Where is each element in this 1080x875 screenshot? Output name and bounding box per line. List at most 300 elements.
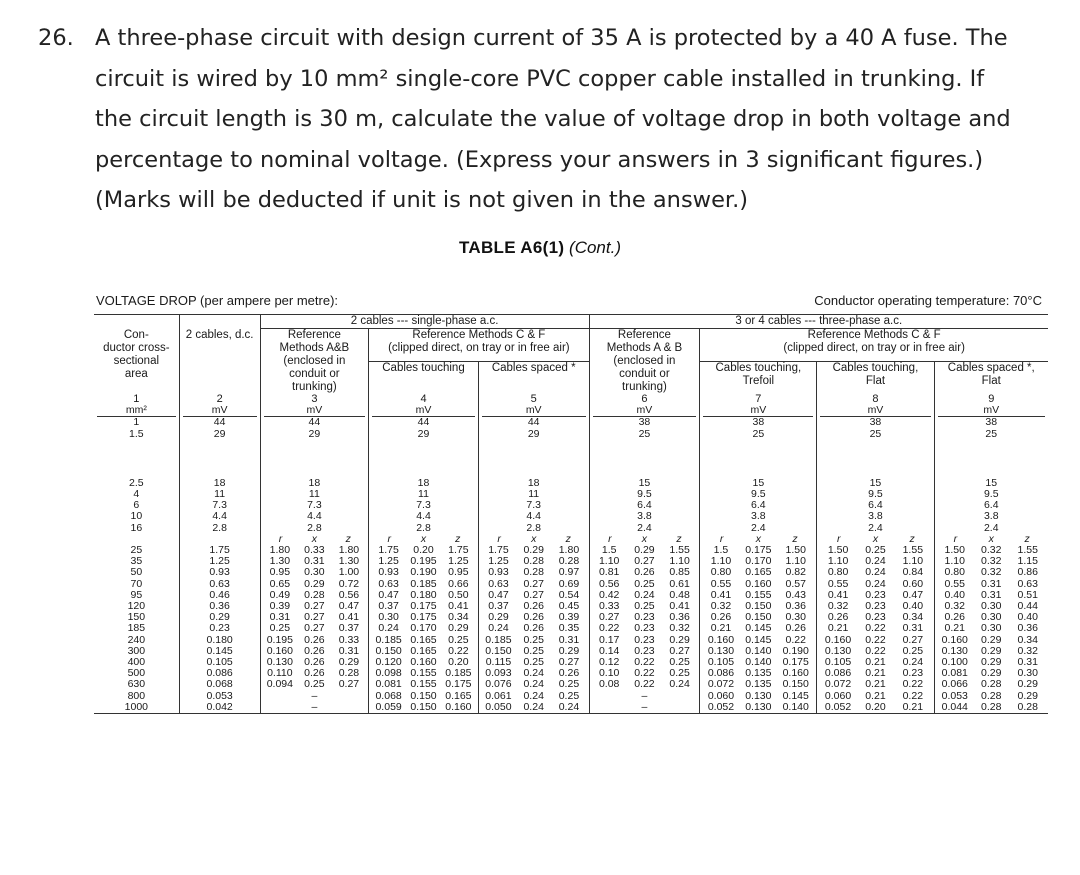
value-cell: 0.25 [634,600,655,613]
value-cell: 0.33 [304,544,325,557]
value-cell: 38 [869,416,882,429]
value-cell: 35 [130,555,143,568]
header-three-phase: 3 or 4 cables --- three-phase a.c. [589,315,1048,329]
value-cell: 0.22 [598,622,620,635]
value-cell: 0.23 [902,667,924,680]
value-cell: 38 [638,416,651,429]
value-cell: 0.24 [634,588,655,601]
group-col-rxz [817,545,934,601]
value-cell: 400 [127,656,146,669]
value-cell: 0.39 [558,611,580,624]
column-number-text: 4 [420,393,427,405]
rxz-label: z [565,532,571,545]
value-cell: 0.40 [944,588,965,601]
value-cell: 0.80 [827,566,849,579]
mid-col [94,440,179,534]
value-cell: 3.8 [637,510,652,523]
value-cell: 0.115 [485,656,512,669]
header-touching-trefoil: Cables touching, Trefoil [700,362,817,394]
group-col-rxz [589,545,700,601]
table-title-left: VOLTAGE DROP (per ampere per metre): [96,293,339,308]
value-cell: 25 [752,427,765,440]
value-cell: 18 [308,476,321,489]
value-cell: 1.25 [488,555,509,568]
value-cell: 15 [869,476,882,489]
value-cell: 0.165 [410,633,437,646]
group-col-rxz [934,545,1048,601]
value-cell [662,702,697,713]
value-cell: 2.4 [751,521,766,534]
value-cell [263,691,298,702]
value-cell: 0.29 [523,544,544,557]
value-cell: 9.5 [751,488,766,501]
rxz-values [371,702,476,713]
value-cell: 0.31 [269,611,291,624]
value-cell: 9.5 [868,488,883,501]
rxz-label: z [455,532,461,545]
question-line: (Marks will be deducted if unit is not given in the answer.) [95,187,749,213]
value-cell: 0.076 [485,678,512,691]
value-cell: 0.175 [445,678,472,691]
value-cell: – [311,700,318,713]
value-cell: 0.23 [865,611,886,624]
value-cell: 0.165 [745,566,772,579]
units-cell [260,405,369,440]
rxz-label: x [755,532,761,545]
value-cell: 0.081 [941,667,968,680]
value-cell: 0.95 [448,566,469,579]
value-cell: 0.24 [488,622,509,635]
rxz-label: z [345,532,351,545]
value-cell: 0.120 [375,656,402,669]
mid-rows [94,440,1048,534]
units-cell [934,405,1048,440]
rxz-values [592,679,698,690]
rxz-values [371,623,476,634]
header-ref-ab-three: Reference Methods A & B (enclosed in conduit or trunking) [589,329,700,395]
value-cell: 29 [308,427,321,440]
value-cell: 0.60 [902,577,924,590]
value-cell: 0.24 [523,678,544,691]
value-cell: 0.34 [902,611,924,624]
value-cell: 0.29 [209,611,230,624]
value-cell: 0.36 [785,600,806,613]
value-cell: 0.22 [865,644,886,657]
value-cell: 0.31 [981,577,1002,590]
value-cell: 11 [418,488,429,501]
value-cell: 0.20 [448,656,469,669]
rxz-values [702,702,814,713]
value-cell [332,702,367,713]
value-cell: 1.00 [338,566,360,579]
value-cell: 1.10 [827,555,849,568]
value-cell: 0.21 [865,689,886,702]
voltage-drop-table [94,314,1048,714]
rxz-values [937,623,1047,634]
value-cell: 0.46 [209,588,230,601]
value-cell: 0.25 [523,633,544,646]
value-cell: 2.4 [983,521,999,534]
rxz-values [263,567,367,578]
value-cell: 0.63 [378,577,399,590]
value-cell: 10 [130,510,143,523]
rxz-values [263,679,367,690]
value-cell: 0.29 [981,667,1002,680]
value-cell: 0.28 [338,667,360,680]
value-cell: 1.5 [601,544,617,557]
value-cell: 0.86 [1017,566,1038,579]
value-cell: 0.85 [669,566,690,579]
rxz-label: x [641,532,648,545]
value-cell: 2.4 [868,521,883,534]
value-cell: 0.33 [598,600,620,613]
value-cell: 0.185 [410,577,437,590]
value-cell: 0.30 [378,611,399,624]
value-cell: 0.072 [824,678,852,691]
value-cell: 1.25 [448,555,469,568]
value-cell: 0.29 [669,633,690,646]
group-col-rxz [478,601,589,657]
value-cell: 0.072 [707,678,735,691]
rxz-label: r [719,532,724,545]
value-cell: 44 [527,416,540,429]
header-ref-cf-single: Reference Methods C & F (clipped direct, on tray or in free air) [369,329,589,362]
value-cell: 0.28 [523,566,544,579]
units-cell [369,405,479,440]
rxz-label: z [792,532,798,545]
value-cell: 2.8 [212,521,227,534]
column-number-row [94,394,1048,405]
value-cell: 0.150 [745,611,772,624]
table-title-right: Conductor operating temperature: 70°C [814,293,1042,308]
value-cell: 0.29 [338,656,360,669]
value-cell: 0.40 [902,600,924,613]
column-number-text: 3 [311,393,318,405]
value-cell: 1.75 [378,544,399,557]
header-spaced-flat: Cables spaced *, Flat [934,362,1048,394]
value-cell: 0.160 [941,633,968,646]
value-cell: 1.55 [1017,544,1038,557]
value-cell: 0.110 [267,667,293,680]
value-cell: 29 [527,427,540,440]
value-cell: 0.32 [981,544,1002,557]
value-cell: 0.28 [981,700,1002,713]
mid-col [260,440,369,534]
value-cell: 0.130 [941,644,968,657]
rxz-label: r [278,532,283,545]
value-cell: 0.32 [669,622,690,635]
value-cell: 0.50 [448,588,469,601]
group-rows [94,545,1048,601]
value-cell: 0.24 [523,667,544,680]
value-cell: 0.145 [745,633,772,646]
group-col-rxz [817,601,934,657]
value-cell: 0.25 [902,644,924,657]
value-cell: 1.30 [338,555,360,568]
value-cell: 0.21 [827,622,849,635]
rxz-label: x [872,532,879,545]
value-cell: 0.25 [523,656,544,669]
value-cell: 0.32 [981,555,1002,568]
group-col [94,545,179,601]
unit-label: mV [482,405,586,417]
value-cell: 38 [752,416,765,429]
value-cell: 0.80 [944,566,965,579]
rxz-label: x [311,532,317,545]
header-ref-ab-single: Reference Methods A&B (enclosed in conduit or trunking) [260,329,369,395]
value-cell: 0.105 [824,656,852,669]
value-cell: 70 [130,577,143,590]
value-cell: 0.059 [375,700,402,713]
unit-and-small-rows [94,405,1048,440]
value-cell: 0.22 [785,633,806,646]
unit-label: mV [183,405,257,417]
value-cell: 0.55 [827,577,849,590]
value-cell: 0.24 [669,678,690,691]
group-col-rxz [260,657,369,714]
value-cell: 1.5 [713,544,729,557]
value-cell: 0.32 [710,600,732,613]
value-cell: 0.140 [745,644,772,657]
value-cell: 0.30 [1017,667,1038,680]
value-cell: 0.36 [669,611,690,624]
value-cell: 0.23 [634,644,655,657]
value-cell: 0.27 [634,555,655,568]
group-col-rxz [589,657,700,714]
value-cell: 0.51 [1017,588,1038,601]
value-cell: 0.26 [523,611,544,624]
value-cell: 0.41 [669,600,690,613]
value-cell: 0.26 [523,600,544,613]
value-cell: 0.24 [523,700,544,713]
rxz-label: z [1024,532,1030,545]
value-cell: 0.098 [375,667,402,680]
value-cell: 0.25 [634,577,655,590]
rxz-values [592,623,698,634]
value-cell: 4 [133,488,140,501]
value-cell: 0.20 [413,544,434,557]
value-cell: 0.155 [745,588,772,601]
value-cell: 0.105 [707,656,735,669]
value-cell: 0.27 [523,588,544,601]
value-cell: 0.66 [448,577,469,590]
value-cell: 4.4 [416,510,431,523]
table-caption-cont: (Cont.) [569,238,621,257]
value-cell: 0.54 [558,588,580,601]
group-col-rxz [817,657,934,714]
value-cell: 0.160 [266,644,293,657]
rxz-values [937,567,1047,578]
value-cell: 0.23 [865,588,886,601]
value-cell: 0.145 [745,622,772,635]
group-col-rxz [700,657,817,714]
value-cell: 240 [127,633,146,646]
mid-col [478,440,589,534]
value-cell: 800 [127,689,146,702]
value-cell: 1.15 [1017,555,1038,568]
value-cell: 15 [752,476,765,489]
value-cell: 7.3 [212,499,227,512]
value-cell: 6.4 [751,499,766,512]
value-cell: 0.55 [710,577,732,590]
value-cell: 0.150 [782,678,809,691]
value-cell: 0.21 [710,622,732,635]
mid-col [589,440,700,534]
rxz-values [371,679,476,690]
value-cell: 1.50 [785,544,806,557]
value-cell: 11 [308,488,320,501]
value-cell: 0.26 [558,667,580,680]
value-cell: 0.24 [865,566,886,579]
rxz-label: r [497,532,501,545]
rxz-values [481,679,587,690]
value-cell: 29 [417,427,430,440]
mid-col [934,440,1048,534]
value-cell: 25 [869,427,882,440]
value-cell: 0.130 [824,644,852,657]
value-cell: 0.150 [410,700,437,713]
value-cell: 500 [127,667,146,680]
value-cell: 0.25 [523,644,544,657]
value-cell: 0.23 [634,633,655,646]
value-cell: 0.155 [410,678,437,691]
value-cell: 1.80 [338,544,360,557]
value-cell: 7.3 [307,499,322,512]
group-col [94,601,179,657]
value-cell: 0.25 [269,622,291,635]
value-cell: 0.185 [445,667,472,680]
group-col-rxz [369,545,479,601]
value-cell: 0.37 [488,600,509,613]
value-cell: 0.066 [941,678,968,691]
value-cell: 0.061 [485,689,512,702]
value-cell: 0.32 [944,600,965,613]
rxz-values [702,679,814,690]
value-cell: 1.75 [448,544,469,557]
group-col [94,657,179,714]
value-cell: 0.130 [707,644,735,657]
value-cell: 0.175 [782,656,809,669]
value-cell: 0.65 [269,577,291,590]
rxz-label: x [988,532,994,545]
value-cell: 0.47 [338,600,360,613]
value-cell: 6.4 [868,499,883,512]
value-cell [592,702,627,713]
value-cell: – [641,700,648,713]
value-cell: 50 [130,566,143,579]
value-cell: 1.55 [669,544,690,557]
value-cell: 0.22 [865,622,886,635]
value-cell: 0.63 [209,577,230,590]
units-cell [94,405,179,440]
value-cell: 0.45 [558,600,580,613]
value-cell: 0.052 [824,700,852,713]
value-cell: 2.8 [307,521,322,534]
column-number-text: 2 [216,393,223,405]
group-col-rxz [934,657,1048,714]
value-cell: 0.42 [598,588,620,601]
value-cell: 44 [308,416,321,429]
value-cell: 0.82 [785,566,806,579]
units-cell [179,405,260,440]
value-cell: 0.150 [485,644,512,657]
value-cell: 0.26 [785,622,806,635]
value-cell: 0.29 [448,622,469,635]
value-cell: 0.31 [981,588,1002,601]
value-cell: 0.81 [598,566,620,579]
unit-label: mm² [97,405,176,417]
value-cell: 0.185 [485,633,512,646]
value-cell: 0.086 [824,667,852,680]
table-caption [0,238,1080,258]
value-cell: 25 [985,427,998,440]
value-cell: 120 [127,600,146,613]
value-cell: 0.140 [782,700,809,713]
rxz-values [819,702,931,713]
value-cell: 0.08 [598,678,620,691]
value-cell: 4.4 [212,510,227,523]
value-cell: 0.72 [338,577,360,590]
value-cell: 0.22 [865,633,886,646]
value-cell: 0.135 [745,678,772,691]
value-cell: 0.195 [266,633,293,646]
value-cell: 0.40 [1017,611,1038,624]
group-col [179,545,260,601]
value-cell: 0.145 [206,644,233,657]
value-cell: 0.44 [1017,600,1038,613]
value-cell: 0.160 [445,700,472,713]
question-text [95,18,1055,221]
value-cell: – [641,689,648,702]
value-cell: 25 [130,544,143,557]
value-cell: 0.180 [206,633,233,646]
value-cell: 1.80 [269,544,291,557]
value-cell: 0.053 [206,689,233,702]
value-cell: 0.97 [558,566,580,579]
group-col-rxz [589,601,700,657]
value-cell: 0.26 [827,611,849,624]
rxz-values [263,702,367,713]
group-col-rxz [934,601,1048,657]
value-cell: 1.10 [902,555,924,568]
value-cell: 0.24 [523,689,544,702]
value-cell: 0.160 [745,577,772,590]
value-cell: 7.3 [526,499,541,512]
value-cell: 0.25 [669,667,690,680]
value-cell: 0.26 [523,622,544,635]
value-cell: 0.130 [745,689,772,702]
units-cell [700,405,817,440]
value-cell: 0.30 [981,611,1002,624]
column-number-text: 9 [988,393,995,405]
value-cell: 0.29 [558,644,580,657]
value-cell: 0.28 [558,555,580,568]
value-cell: 0.25 [558,678,580,691]
value-cell: 0.25 [304,678,325,691]
value-cell: 1.5 [129,427,144,440]
value-cell: 0.29 [304,577,325,590]
rxz-label: x [420,532,427,545]
value-cell: 0.26 [304,656,325,669]
value-cell: 6.4 [983,499,999,512]
mid-col [369,440,479,534]
rxz-label: x [531,532,537,545]
value-cell: 0.63 [1017,577,1038,590]
value-cell: 0.130 [745,700,772,713]
value-cell: 0.22 [902,678,924,691]
value-cell: 9.5 [983,488,999,501]
rxz-values [937,679,1047,690]
